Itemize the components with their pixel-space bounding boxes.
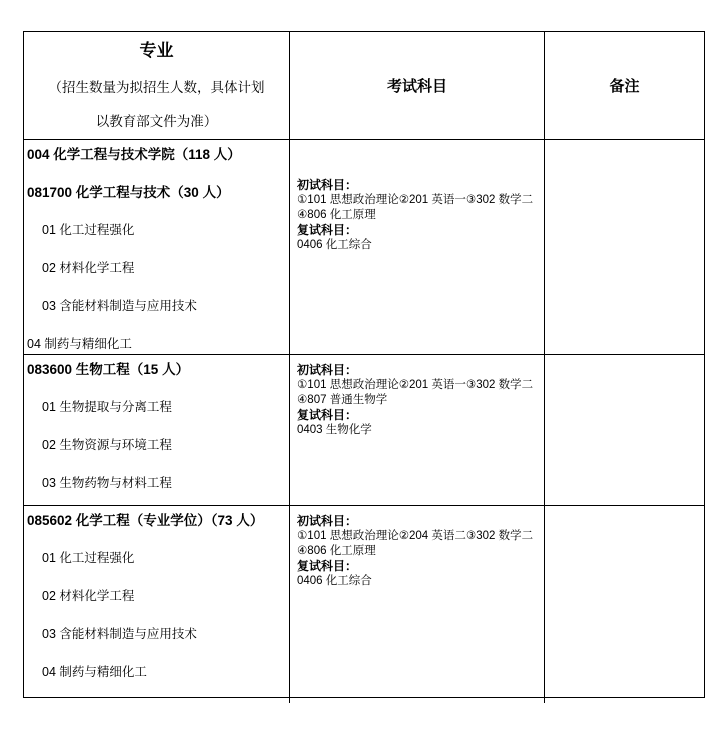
- header-cell-exam: [289, 32, 544, 139]
- table-header-row: [24, 32, 704, 139]
- research-direction: 02 材料化学工程: [42, 261, 135, 275]
- initial-exam-subjects-line1: ①101 思想政治理论②201 英语一③302 数学二: [297, 379, 534, 391]
- retest-exam-label: 复试科目：: [297, 408, 358, 422]
- retest-exam-subject: 0406 化工综合: [297, 575, 372, 587]
- exam-cell: [289, 140, 544, 354]
- initial-exam-subjects-line1: ①101 思想政治理论②201 英语一③302 数学二: [297, 194, 534, 206]
- research-direction: 01 生物提取与分离工程: [42, 400, 172, 414]
- exam-cell: [289, 355, 544, 505]
- research-direction: 04 制药与精细化工: [42, 665, 147, 679]
- research-direction: 04 制药与精细化工: [27, 337, 132, 351]
- remark-cell: [544, 355, 704, 505]
- college-heading: 004 化学工程与技术学院（118 人）: [27, 147, 241, 162]
- initial-exam-label: 初试科目：: [297, 514, 358, 528]
- major-column-note-line2: 以教育部文件为准）: [95, 114, 218, 129]
- research-direction: 02 材料化学工程: [42, 589, 135, 603]
- research-direction: 03 生物药物与材料工程: [42, 476, 172, 490]
- initial-exam-subjects-line2: ④806 化工原理: [297, 545, 376, 557]
- retest-exam-subject: 0403 生物化学: [297, 424, 372, 436]
- section-row-chemical-engineering-academic: [24, 139, 704, 354]
- major-cell: [24, 355, 289, 505]
- research-direction: 01 化工过程强化: [42, 223, 135, 237]
- section-row-chemical-engineering-professional: [24, 505, 704, 703]
- header-cell-remark: [544, 32, 704, 139]
- header-cell-major: [24, 32, 289, 139]
- major-cell: [24, 506, 289, 703]
- exam-column-title: 考试科目: [386, 78, 447, 95]
- research-direction: 02 生物资源与环境工程: [42, 438, 172, 452]
- retest-exam-label: 复试科目：: [297, 223, 358, 237]
- major-heading: 083600 生物工程（15 人）: [27, 362, 190, 377]
- major-cell: [24, 140, 289, 354]
- initial-exam-subjects-line2: ④806 化工原理: [297, 209, 376, 221]
- initial-exam-subjects-line1: ①101 思想政治理论②204 英语二③302 数学二: [297, 530, 534, 542]
- remark-cell: [544, 140, 704, 354]
- research-direction: 01 化工过程强化: [42, 551, 135, 565]
- initial-exam-subjects-line2: ④807 普通生物学: [297, 394, 388, 406]
- major-heading: 081700 化学工程与技术（30 人）: [27, 185, 230, 200]
- major-column-title: 专业: [139, 41, 174, 60]
- major-heading: 085602 化学工程（专业学位）（73 人）: [27, 513, 264, 528]
- major-column-note-line1: （招生数量为拟招生人数，具体计划: [48, 80, 265, 95]
- retest-exam-label: 复试科目：: [297, 559, 358, 573]
- retest-exam-subject: 0406 化工综合: [297, 239, 372, 251]
- admissions-table: [23, 31, 705, 698]
- section-row-bioengineering: [24, 354, 704, 505]
- remark-column-title: 备注: [609, 78, 640, 95]
- remark-cell: [544, 506, 704, 703]
- initial-exam-label: 初试科目：: [297, 363, 358, 377]
- research-direction: 03 含能材料制造与应用技术: [42, 299, 197, 313]
- research-direction: 03 含能材料制造与应用技术: [42, 627, 197, 641]
- initial-exam-label: 初试科目：: [297, 178, 358, 192]
- exam-cell: [289, 506, 544, 703]
